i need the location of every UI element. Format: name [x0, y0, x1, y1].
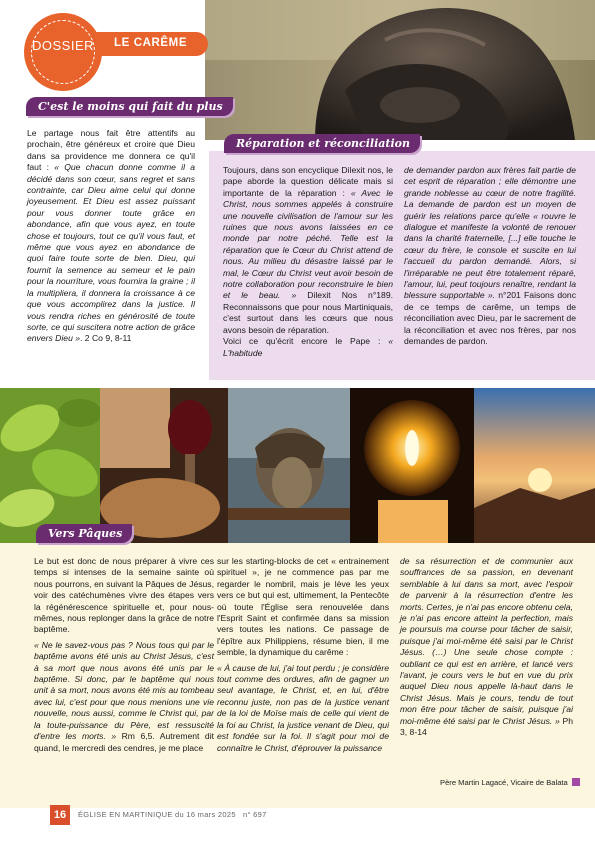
paques-col1-b: Rm 6,5. Autrement dit quand, le mercredi des cendres, je me place	[34, 731, 214, 753]
paques-col1-a: Le but est donc de nous préparer à vivre ces temps si intenses de la semaine sainte où nous pourrons, en suivant la Pâques de Jésus, voir des catéchumènes vivre des étapes vers la régénérescence spirituelle et, pour nous-mêmes, nous replonger dans la grâce de notre baptême.	[34, 556, 214, 635]
moins-body: Le partage nous fait être attentifs au prochain, être généreux et croire que Dieu dans sa providence me donnera ce qu'il faut :	[27, 128, 195, 173]
reparation-col-1	[223, 165, 393, 359]
paques-col3-ref: Ph 3, 8-14	[400, 715, 573, 738]
page-number: 16	[50, 805, 70, 825]
section-title-paques: Vers Pâques	[36, 524, 132, 543]
end-square-icon	[572, 778, 580, 786]
statue-illustration	[205, 0, 595, 140]
paques-col3-quote: de sa résurrection et de communier aux souffrances de sa passion, en devenant semblable à lui dans sa mort, avec l'espoir de parvenir à la résurrection d'entre les morts. Certes, je n'ai pas encore obtenu cela, je n'ai pas encore atteint la perfection, mais je poursuis ma course pour tâcher de saisir, puisque j'ai moi-même été saisi par le Christ Jésus. (…) Une seule chose compte : oubliant ce qui est en arrière, et lancé vers l'avant, je cours vers le but en vue du prix auquel Dieu nous appelle là-haut dans le Christ Jésus. Mais je cours, tendu de tout mon être pour tâcher de saisir, puisque j'ai moi-même été saisi par le Christ Jésus. »	[400, 556, 573, 726]
issue-number: n° 697	[242, 810, 267, 819]
moins-ref: . 2 Co 9, 8-11	[80, 333, 132, 344]
photo-strip	[0, 388, 595, 543]
statue-photo	[205, 0, 595, 140]
publication-date: du 16 mars 2025	[172, 810, 236, 819]
moins-quote: « Que chacun donne comme il a décidé dans son cœur, sans regret et sans contrainte, car Dieu aime celui qui donne joyeusement. Et Dieu est assez puissant pour vous donner toute grâce en abondance, afin que vous ayez, en toute chose et toujours, tout ce qu'il vous faut, et même que vous ayez en abondance de quoi faire toute sorte de bien. Dieu, qui fournit la semence au semeur et le pain pour la nourriture, vous fournira la graine ; il la multipliera, il donnera la croissance à ce que vous accomplirez dans la justice. Il vous rendra riches en générosité de toute sorte, ce qui suscitera notre action de grâce envers Dieu »	[27, 162, 196, 344]
rep-col1-b: Dilexit Nos n°189. Reconnaissons que pour nous Martiniquais, c'est surtout dans les cœurs que nous avons besoin de réparation.	[223, 290, 393, 335]
rep-col1-quote2: « L'habitude	[223, 336, 393, 358]
moins-plus-text	[27, 128, 195, 345]
paques-col2-a: sur les starting-blocks de cet « entrainement spirituel », je ne commence pas par me regarder le nombril, mais je lève les yeux vers ce but qui est, ultimement, la Pentecôte où toute l'Église sera renouvelée dans l'Esprit Saint et confirmée dans sa mission vers toutes les nations. Ce passage de l'épître aux Philippiens, résume bien, il me semble, la dynamique du carême :	[217, 556, 389, 658]
paques-col-1	[34, 556, 214, 758]
section-title-reparation: Réparation et réconciliation	[224, 134, 420, 153]
photo-strip-illustration	[0, 388, 595, 543]
section-title-moins: C'est le moins qui fait du plus	[26, 97, 233, 116]
publication-name: ÉGLISE EN MARTINIQUE	[78, 810, 173, 819]
signature	[440, 778, 580, 787]
footer-line	[78, 810, 267, 819]
reparation-col-2	[404, 165, 576, 348]
paques-col-3	[400, 556, 573, 739]
rep-col1-a: Toujours, dans son encyclique Dilexit nos, le pape aborde la question délicate mais si importante de la réparation :	[223, 165, 393, 198]
rep-col1-quote: « Avec le Christ, nous sommes appelés à construire une nouvelle civilisation de l'amour sur les ruines que nous avons laissées en ce monde par notre péché. Telle est la réparation que le Cœur du Christ attend de nous. Au milieu du désastre laissé par le mal, le Cœur du Christ veut avoir besoin de notre collaboration pour reconstruire le bien et le beau. »	[223, 187, 394, 301]
rep-col2-b: n°201 Faisons donc de ce temps de carême, un temps de réconciliation avec Dieu, par le sacrement de la réconciliation et avec nos frères, par nos demandes de pardon.	[404, 290, 576, 347]
signature-text: Père Martin Lagacé, Vicaire de Balata	[440, 778, 568, 787]
rep-col2-quote: de demander pardon aux frères fait partie de cet esprit de réparation ; elle démontre une grande noblesse au cœur de notre fragilité. La demande de pardon est un moyen de guérir les relations parce qu'elle « rouvre le dialogue et manifeste la volonté de renouer dans la charité fraternelle, [...] elle touche le cœur du frère, le console et suscite en lui l'accueil du pardon demandé. Alors, si l'irréparable ne peut être totalement réparé, l'amour, lui, peut toujours renaître, rendant la blessure supportable ».	[404, 165, 576, 301]
paques-col1-quote: « Ne le savez-vous pas ? Nous tous qui par le baptême avons été unis au Christ Jésus, c'est à sa mort que nous avons été unis par le baptême. Si donc, par le baptême qui nous unit à sa mort, nous avons été mis au tombeau avec lui, c'est pour que nous menions une vie nouvelle, nous aussi, comme le Christ qui, par la toute-puissance du Père, est ressuscité d'entre les morts. »	[34, 639, 214, 742]
topic-title: LE CARÊME	[114, 37, 188, 49]
dossier-label: DOSSIER	[31, 38, 94, 53]
rep-col1-c: Voici ce qu'écrit encore le Pape :	[223, 336, 389, 347]
paques-col2-quote: « À cause de lui, j'ai tout perdu ; je considère tout comme des ordures, afin de gagner un seul avantage, le Christ, et, en lui, d'être reconnu juste, non pas de la justice venant de la loi de Moïse mais de celle qui vient de la foi au Christ, la justice venant de Dieu, qui est fondée sur la foi. Il s'agit pour moi de connaître le Christ, d'éprouver la puissance	[217, 662, 389, 753]
paques-col-2	[217, 556, 389, 758]
